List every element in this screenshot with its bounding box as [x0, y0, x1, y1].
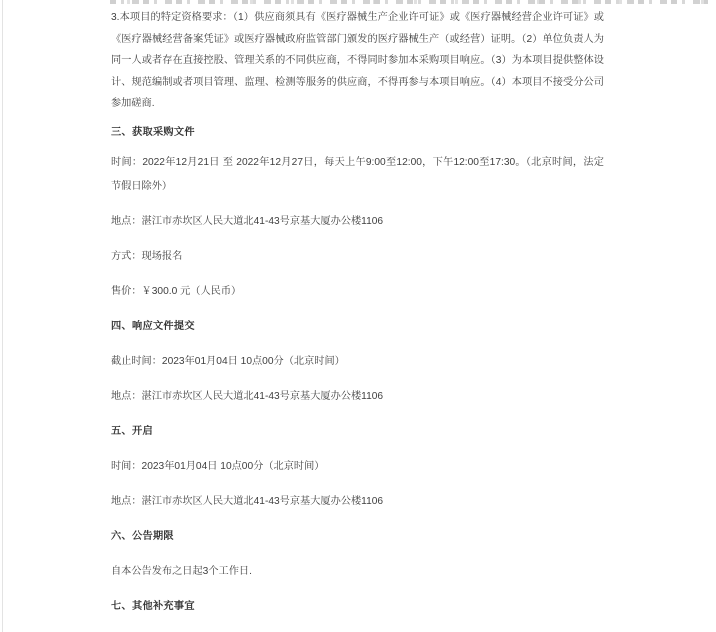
obtain-documents-method: 方式：现场报名 [111, 250, 183, 262]
obtain-documents-price: 售价：￥300.0 元（人民币） [111, 285, 242, 297]
submission-deadline: 截止时间：2023年01月04日 10点00分（北京时间） [111, 355, 345, 367]
announcement-body [0, 7, 716, 619]
qualification-requirements-paragraph: 3.本项目的特定资格要求：（1）供应商须具有《医疗器械生产企业许可证》或《医疗器械经营企业许可证》或《医疗器械经营备案凭证》或医疗器械政府监管部门颁发的医疗器械生产（或经营）证明。（2）单位负责人为同一人或者存在直接控股、管理关系的不同供应商，不得同时参加本采购项目响应。（3）为本项目提供整体设计、规范编制或者项目管理、监理、检测等服务的供应商，不得再参与本项目响应。（4）本项目不接受分公司参加磋商. [111, 12, 604, 109]
opening-place: 地点：湛江市赤坎区人民大道北41-43号京基大厦办公楼1106 [111, 495, 384, 507]
section-heading-response-document-submission: 四、响应文件提交 [111, 320, 195, 332]
submission-place: 地点：湛江市赤坎区人民大道北41-43号京基大厦办公楼1106 [111, 390, 384, 402]
obtain-documents-place: 地点：湛江市赤坎区人民大道北41-43号京基大厦办公楼1106 [111, 215, 384, 227]
section-heading-other-supplementary-matters: 七、其他补充事宜 [111, 600, 195, 612]
clipped-text-remnant [110, 0, 708, 4]
announcement-period-duration: 自本公告发布之日起3个工作日. [111, 565, 252, 577]
opening-time: 时间：2023年01月04日 10点00分（北京时间） [111, 460, 325, 472]
section-heading-obtain-procurement-documents: 三、获取采购文件 [111, 126, 195, 138]
section-heading-opening: 五、开启 [111, 425, 153, 437]
section-heading-announcement-period: 六、公告期限 [111, 530, 174, 542]
obtain-documents-time: 时间：2022年12月21日 至 2022年12月27日，每天上午9:00至12:00，下午12:00至17:30。（北京时间，法定节假日除外） [111, 156, 604, 192]
